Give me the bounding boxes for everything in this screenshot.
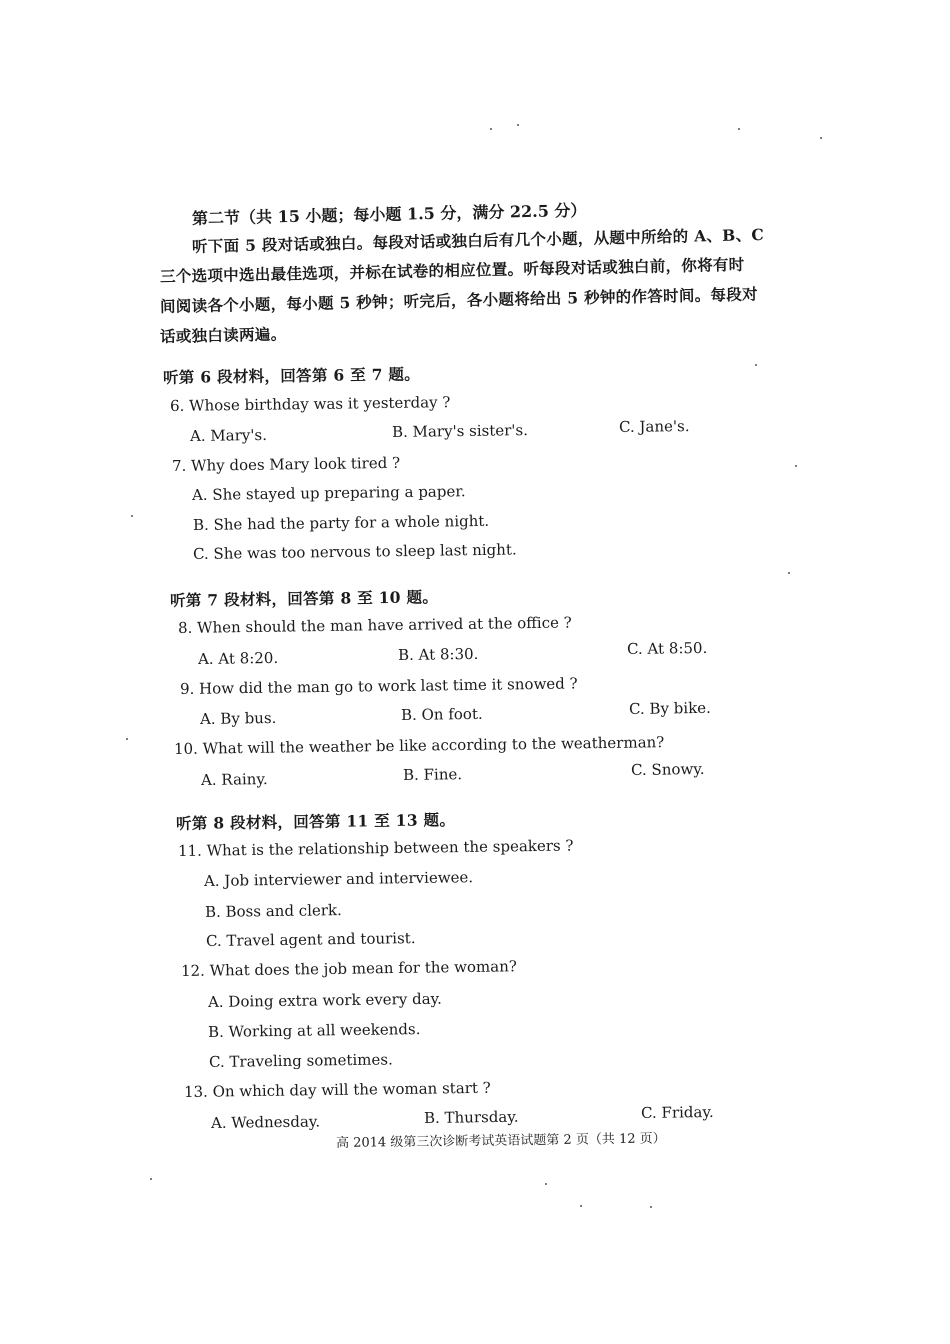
page-footer: 高 2014 级第三次诊断考试英语试题第 2 页（共 12 页） xyxy=(335,1131,666,1151)
instruction-line-2: 三个选项中选出最佳选项，并标在试卷的相应位置。听每段对话或独白前，你将有时 xyxy=(159,254,745,286)
question-12: 12. What does the job mean for the woman? xyxy=(180,957,517,980)
scan-speck xyxy=(545,1183,547,1185)
question-6: 6. Whose birthday was it yesterday ? xyxy=(169,393,451,415)
q9-option-b: B. On foot. xyxy=(400,704,483,724)
q11-option-b: B. Boss and clerk. xyxy=(204,901,342,921)
q6-option-b: B. Mary's sister's. xyxy=(391,421,529,441)
instruction-line-4: 话或独白读两遍。 xyxy=(159,324,287,346)
instruction-line-1: 听下面 5 段对话或独白。每段对话或独白后有几个小题，从题中所给的 A、B、C xyxy=(191,225,765,256)
scan-speck xyxy=(131,515,133,517)
q10-option-c: C. Snowy. xyxy=(630,759,705,779)
scan-speck xyxy=(650,1206,652,1208)
scan-speck xyxy=(788,572,790,574)
scan-speck xyxy=(738,128,740,130)
question-8: 8. When should the man have arrived at the office ? xyxy=(177,613,572,637)
q6-option-c: C. Jane's. xyxy=(618,417,690,436)
q8-option-b: B. At 8:30. xyxy=(397,644,479,664)
q7-option-a: A. She stayed up preparing a paper. xyxy=(191,482,466,504)
group-header-8: 听第 8 段材料，回答第 11 至 13 题。 xyxy=(175,810,456,833)
q6-option-a: A. Mary's. xyxy=(189,425,268,445)
scan-speck xyxy=(580,1205,582,1207)
scan-speck xyxy=(795,465,797,467)
scan-speck xyxy=(517,124,519,126)
q9-option-a: A. By bus. xyxy=(199,708,277,728)
q9-option-c: C. By bike. xyxy=(628,698,712,718)
q7-option-c: C. She was too nervous to sleep last night. xyxy=(192,540,517,563)
q11-option-a: A. Job interviewer and interviewee. xyxy=(203,868,474,890)
scan-speck xyxy=(820,137,822,139)
instruction-line-3: 间阅读各个小题，每小题 5 秒钟；听完后，各小题将给出 5 秒钟的作答时间。每段对 xyxy=(159,284,759,316)
q12-option-c: C. Traveling sometimes. xyxy=(208,1050,393,1071)
section-title: 第二节（共 15 小题；每小题 1.5 分，满分 22.5 分） xyxy=(191,200,587,228)
q13-option-c: C. Friday. xyxy=(640,1102,714,1122)
question-9: 9. How did the man go to work last time it snowed ? xyxy=(179,674,578,698)
group-header-7: 听第 7 段材料，回答第 8 至 10 题。 xyxy=(169,587,439,610)
q11-option-c: C. Travel agent and tourist. xyxy=(205,929,416,950)
scan-speck xyxy=(150,1178,152,1180)
question-13: 13. On which day will the woman start ? xyxy=(183,1078,491,1101)
scan-speck xyxy=(490,128,492,130)
question-10: 10. What will the weather be like according to the weatherman? xyxy=(173,733,665,758)
q12-option-a: A. Doing extra work every day. xyxy=(207,989,442,1011)
q8-option-c: C. At 8:50. xyxy=(626,638,708,658)
q12-option-b: B. Working at all weekends. xyxy=(207,1020,421,1041)
q10-option-a: A. Rainy. xyxy=(200,770,268,789)
q13-option-b: B. Thursday. xyxy=(423,1107,519,1127)
q13-option-a: A. Wednesday. xyxy=(210,1112,321,1132)
q7-option-b: B. She had the party for a whole night. xyxy=(192,511,490,534)
q8-option-a: A. At 8:20. xyxy=(197,648,279,668)
question-7: 7. Why does Mary look tired ? xyxy=(171,453,401,475)
question-11: 11. What is the relationship between the speakers ? xyxy=(177,836,574,860)
q10-option-b: B. Fine. xyxy=(402,765,463,784)
group-header-6: 听第 6 段材料，回答第 6 至 7 题。 xyxy=(162,364,421,387)
scan-speck xyxy=(755,364,757,366)
scan-speck xyxy=(126,738,128,740)
